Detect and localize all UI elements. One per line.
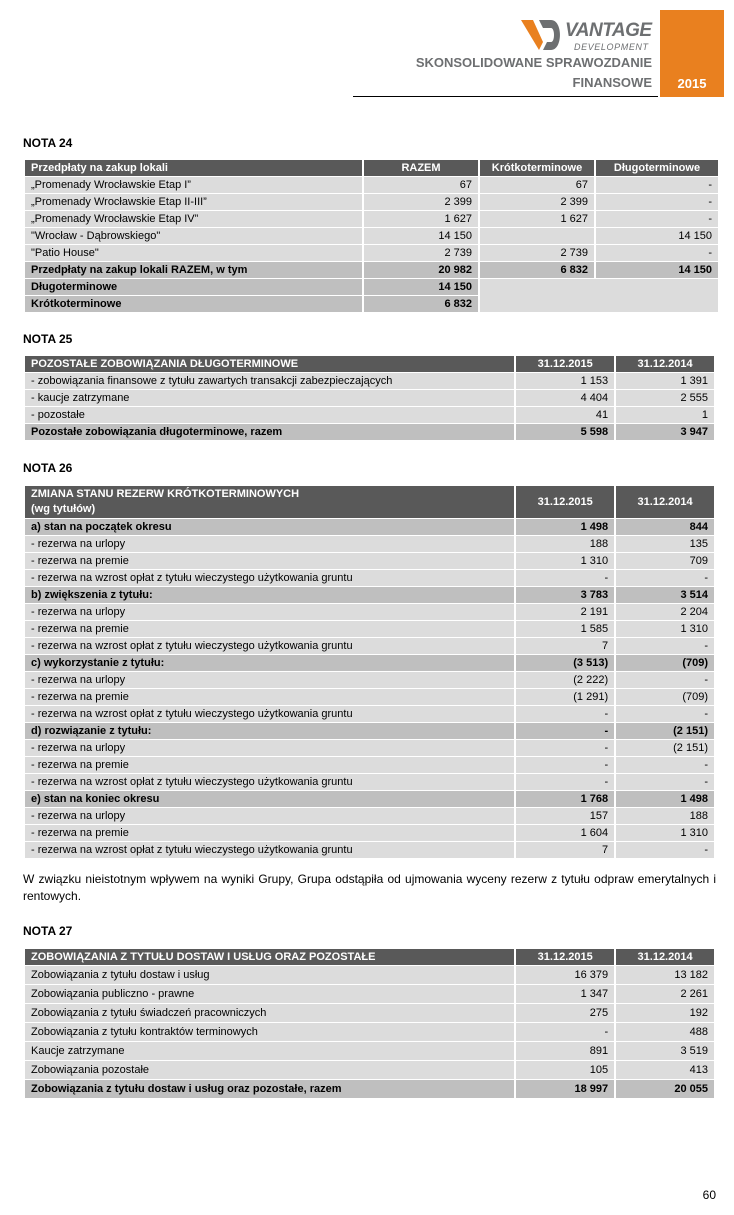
value-cell: 14 150 <box>596 228 718 245</box>
value-cell: 2 261 <box>616 985 714 1004</box>
value-cell: 1 391 <box>616 373 714 390</box>
value-cell: 2 739 <box>364 245 478 262</box>
value-cell: 105 <box>516 1061 614 1080</box>
total-value: 20 055 <box>616 1080 714 1099</box>
table-row <box>25 706 714 723</box>
nota-24-header-1: RAZEM <box>364 160 478 177</box>
label-cell: Kaucje zatrzymane <box>25 1042 514 1061</box>
value-cell: - <box>616 638 714 655</box>
value-cell: - <box>596 245 718 262</box>
value-cell: 1 627 <box>364 211 478 228</box>
value-cell: 1 310 <box>516 553 614 570</box>
table-row <box>25 1023 714 1042</box>
value-cell: - <box>616 774 714 791</box>
table-row <box>25 689 714 706</box>
value-cell: 2 739 <box>480 245 594 262</box>
value-cell: 2 191 <box>516 604 614 621</box>
total-label: Zobowiązania z tytułu dostaw i usług oraz pozostałe, razem <box>25 1080 514 1099</box>
value-cell: 1 <box>616 407 714 424</box>
table-row <box>25 1061 714 1080</box>
table-row <box>25 373 714 390</box>
table-row <box>25 1004 714 1023</box>
value-cell: 1 153 <box>516 373 614 390</box>
table-row <box>25 536 714 553</box>
label-cell: a) stan na początek okresu <box>25 519 514 536</box>
label-cell: - rezerwa na urlopy <box>25 808 514 825</box>
value-cell: 3 519 <box>616 1042 714 1061</box>
label-cell: - rezerwa na premie <box>25 689 514 706</box>
section-row <box>25 587 714 604</box>
value-cell: 1 347 <box>516 985 614 1004</box>
value-cell: 13 182 <box>616 966 714 985</box>
company-logo <box>521 18 661 54</box>
value-cell: - <box>516 570 614 587</box>
subtotal-value: 6 832 <box>364 296 478 313</box>
section-row <box>25 723 714 740</box>
value-cell: - <box>596 211 718 228</box>
nota-25-table <box>23 356 716 441</box>
label-cell: c) wykorzystanie z tytułu: <box>25 655 514 672</box>
value-cell: - <box>616 842 714 859</box>
label-cell: „Promenady Wrocławskie Etap I” <box>25 177 362 194</box>
vd-logo-icon <box>521 18 565 52</box>
logo-subtitle: DEVELOPMENT <box>574 42 649 52</box>
value-cell: 3 514 <box>616 587 714 604</box>
report-title-line2: FINANSOWE <box>572 75 652 90</box>
value-cell: - <box>616 570 714 587</box>
value-cell: - <box>616 706 714 723</box>
value-cell: 7 <box>516 638 614 655</box>
table-row <box>25 228 718 245</box>
logo-wordmark: VANTAGE <box>565 20 652 41</box>
nota-25-header-2: 31.12.2014 <box>616 356 714 373</box>
total-row <box>25 424 714 441</box>
label-cell: „Promenady Wrocławskie Etap IV” <box>25 211 362 228</box>
label-cell: Zobowiązania z tytułu kontraktów terminowych <box>25 1023 514 1042</box>
total-value: 6 832 <box>480 262 594 279</box>
value-cell: - <box>596 194 718 211</box>
table-row <box>25 966 714 985</box>
value-cell: 1 310 <box>616 621 714 638</box>
value-cell: - <box>516 706 614 723</box>
nota-24-header-0: Przedpłaty na zakup lokali <box>25 160 362 177</box>
total-row <box>25 1080 714 1099</box>
value-cell: (1 291) <box>516 689 614 706</box>
value-cell: 488 <box>616 1023 714 1042</box>
value-cell: - <box>616 757 714 774</box>
table-row <box>25 757 714 774</box>
value-cell: 157 <box>516 808 614 825</box>
value-cell: 413 <box>616 1061 714 1080</box>
value-cell: 1 585 <box>516 621 614 638</box>
nota-26-col-2015: 31.12.2015 <box>516 486 614 519</box>
header-rule <box>353 96 658 97</box>
nota-25-title: NOTA 25 <box>23 332 73 346</box>
label-cell: Zobowiązania z tytułu świadczeń pracowniczych <box>25 1004 514 1023</box>
nota-25-header-0: POZOSTAŁE ZOBOWIĄZANIA DŁUGOTERMINOWE <box>25 356 514 373</box>
label-cell: - rezerwa na urlopy <box>25 740 514 757</box>
table-row <box>25 842 714 859</box>
label-cell: - rezerwa na urlopy <box>25 536 514 553</box>
table-row <box>25 638 714 655</box>
nota-24-title: NOTA 24 <box>23 136 73 150</box>
nota-24-table <box>23 160 720 313</box>
table-row <box>25 774 714 791</box>
label-cell: - kaucje zatrzymane <box>25 390 514 407</box>
nota-26-col-2014: 31.12.2014 <box>616 486 714 519</box>
value-cell: (2 222) <box>516 672 614 689</box>
nota-27-table <box>23 949 716 1099</box>
nota-27-header-2: 31.12.2014 <box>616 949 714 966</box>
table-row <box>25 672 714 689</box>
table-row <box>25 985 714 1004</box>
total-value: 18 997 <box>516 1080 614 1099</box>
value-cell: 1 604 <box>516 825 614 842</box>
section-row <box>25 655 714 672</box>
value-cell: (3 513) <box>516 655 614 672</box>
label-cell: - rezerwa na premie <box>25 757 514 774</box>
value-cell: 1 498 <box>616 791 714 808</box>
value-cell: (709) <box>616 689 714 706</box>
report-title-line1: SKONSOLIDOWANE SPRAWOZDANIE <box>415 55 652 70</box>
value-cell: - <box>516 740 614 757</box>
nota-24-header-2: Krótkoterminowe <box>480 160 594 177</box>
table-row <box>25 407 714 424</box>
value-cell: - <box>516 723 614 740</box>
label-cell: - rezerwa na urlopy <box>25 604 514 621</box>
value-cell: 135 <box>616 536 714 553</box>
total-label: Pozostałe zobowiązania długoterminowe, razem <box>25 424 514 441</box>
value-cell: 4 404 <box>516 390 614 407</box>
nota-26-header <box>25 486 514 519</box>
table-row <box>25 621 714 638</box>
table-row <box>25 553 714 570</box>
value-cell: - <box>516 774 614 791</box>
total-value: 5 598 <box>516 424 614 441</box>
value-cell: 2 399 <box>364 194 478 211</box>
value-cell: - <box>616 672 714 689</box>
label-cell: e) stan na koniec okresu <box>25 791 514 808</box>
value-cell: 2 555 <box>616 390 714 407</box>
total-value: 14 150 <box>596 262 718 279</box>
nota-26-header-line2: (wg tytułów) <box>31 503 96 515</box>
value-cell: 2 204 <box>616 604 714 621</box>
value-cell: 67 <box>480 177 594 194</box>
value-cell: 844 <box>616 519 714 536</box>
nota-26-table <box>23 486 716 859</box>
total-row <box>25 262 718 279</box>
table-row <box>25 390 714 407</box>
label-cell: - rezerwa na wzrost opłat z tytułu wieczystego użytkowania gruntu <box>25 842 514 859</box>
value-cell: 41 <box>516 407 614 424</box>
label-cell: - rezerwa na wzrost opłat z tytułu wieczystego użytkowania gruntu <box>25 706 514 723</box>
blank-cell <box>480 279 718 313</box>
value-cell: 275 <box>516 1004 614 1023</box>
total-label: Przedpłaty na zakup lokali RAZEM, w tym <box>25 262 362 279</box>
table-row <box>25 194 718 211</box>
nota-26-title: NOTA 26 <box>23 461 73 475</box>
value-cell: (709) <box>616 655 714 672</box>
table-row <box>25 825 714 842</box>
label-cell: - zobowiązania finansowe z tytułu zawartych transakcji zabezpieczających <box>25 373 514 390</box>
label-cell: „Promenady Wrocławskie Etap II-III” <box>25 194 362 211</box>
value-cell: (2 151) <box>616 723 714 740</box>
value-cell: 1 310 <box>616 825 714 842</box>
table-row <box>25 245 718 262</box>
value-cell: 16 379 <box>516 966 614 985</box>
label-cell: b) zwiększenia z tytułu: <box>25 587 514 604</box>
value-cell: 1 627 <box>480 211 594 228</box>
subtotal-label: Długoterminowe <box>25 279 362 296</box>
value-cell: - <box>516 757 614 774</box>
section-row <box>25 791 714 808</box>
year-label: 2015 <box>677 76 707 91</box>
nota-24-header-3: Długoterminowe <box>596 160 718 177</box>
nota-27-header-0: ZOBOWIĄZANIA Z TYTUŁU DOSTAW I USŁUG ORAZ POZOSTAŁE <box>25 949 514 966</box>
label-cell: - pozostałe <box>25 407 514 424</box>
nota-27-title: NOTA 27 <box>23 924 73 938</box>
label-cell: - rezerwa na premie <box>25 825 514 842</box>
value-cell: 192 <box>616 1004 714 1023</box>
provision-note-paragraph: W związku nieistotnym wpływem na wyniki Grupy, Grupa odstąpiła od ujmowania wyceny rezerw z tytułu odpraw emerytalnych i rentowych. <box>23 872 716 903</box>
value-cell: 891 <box>516 1042 614 1061</box>
value-cell: 67 <box>364 177 478 194</box>
value-cell: 188 <box>616 808 714 825</box>
year-badge <box>660 10 724 97</box>
value-cell: - <box>596 177 718 194</box>
value-cell: 3 783 <box>516 587 614 604</box>
total-value: 3 947 <box>616 424 714 441</box>
page-number: 60 <box>702 1188 716 1202</box>
label-cell: "Wrocław - Dąbrowskiego" <box>25 228 362 245</box>
value-cell: 709 <box>616 553 714 570</box>
label-cell: Zobowiązania z tytułu dostaw i usług <box>25 966 514 985</box>
table-row <box>25 740 714 757</box>
table-row <box>25 177 718 194</box>
label-cell: "Patio House" <box>25 245 362 262</box>
label-cell: Zobowiązania pozostałe <box>25 1061 514 1080</box>
table-row <box>25 211 718 228</box>
label-cell: - rezerwa na urlopy <box>25 672 514 689</box>
table-row <box>25 570 714 587</box>
value-cell: 1 768 <box>516 791 614 808</box>
nota-27-header-1: 31.12.2015 <box>516 949 614 966</box>
value-cell: 1 498 <box>516 519 614 536</box>
value-cell: 188 <box>516 536 614 553</box>
label-cell: Zobowiązania publiczno - prawne <box>25 985 514 1004</box>
value-cell <box>480 228 594 245</box>
label-cell: - rezerwa na premie <box>25 553 514 570</box>
subtotal-label: Krótkoterminowe <box>25 296 362 313</box>
label-cell: - rezerwa na wzrost opłat z tytułu wieczystego użytkowania gruntu <box>25 570 514 587</box>
table-row <box>25 1042 714 1061</box>
label-cell: d) rozwiązanie z tytułu: <box>25 723 514 740</box>
nota-25-header-1: 31.12.2015 <box>516 356 614 373</box>
table-row <box>25 604 714 621</box>
subtotal-row <box>25 279 718 296</box>
table-row <box>25 808 714 825</box>
value-cell: - <box>516 1023 614 1042</box>
value-cell: (2 151) <box>616 740 714 757</box>
label-cell: - rezerwa na wzrost opłat z tytułu wieczystego użytkowania gruntu <box>25 638 514 655</box>
value-cell: 2 399 <box>480 194 594 211</box>
subtotal-value: 14 150 <box>364 279 478 296</box>
label-cell: - rezerwa na wzrost opłat z tytułu wieczystego użytkowania gruntu <box>25 774 514 791</box>
section-row <box>25 519 714 536</box>
total-value: 20 982 <box>364 262 478 279</box>
value-cell: 14 150 <box>364 228 478 245</box>
label-cell: - rezerwa na premie <box>25 621 514 638</box>
value-cell: 7 <box>516 842 614 859</box>
nota-26-header-line1: ZMIANA STANU REZERW KRÓTKOTERMINOWYCH <box>31 488 300 500</box>
